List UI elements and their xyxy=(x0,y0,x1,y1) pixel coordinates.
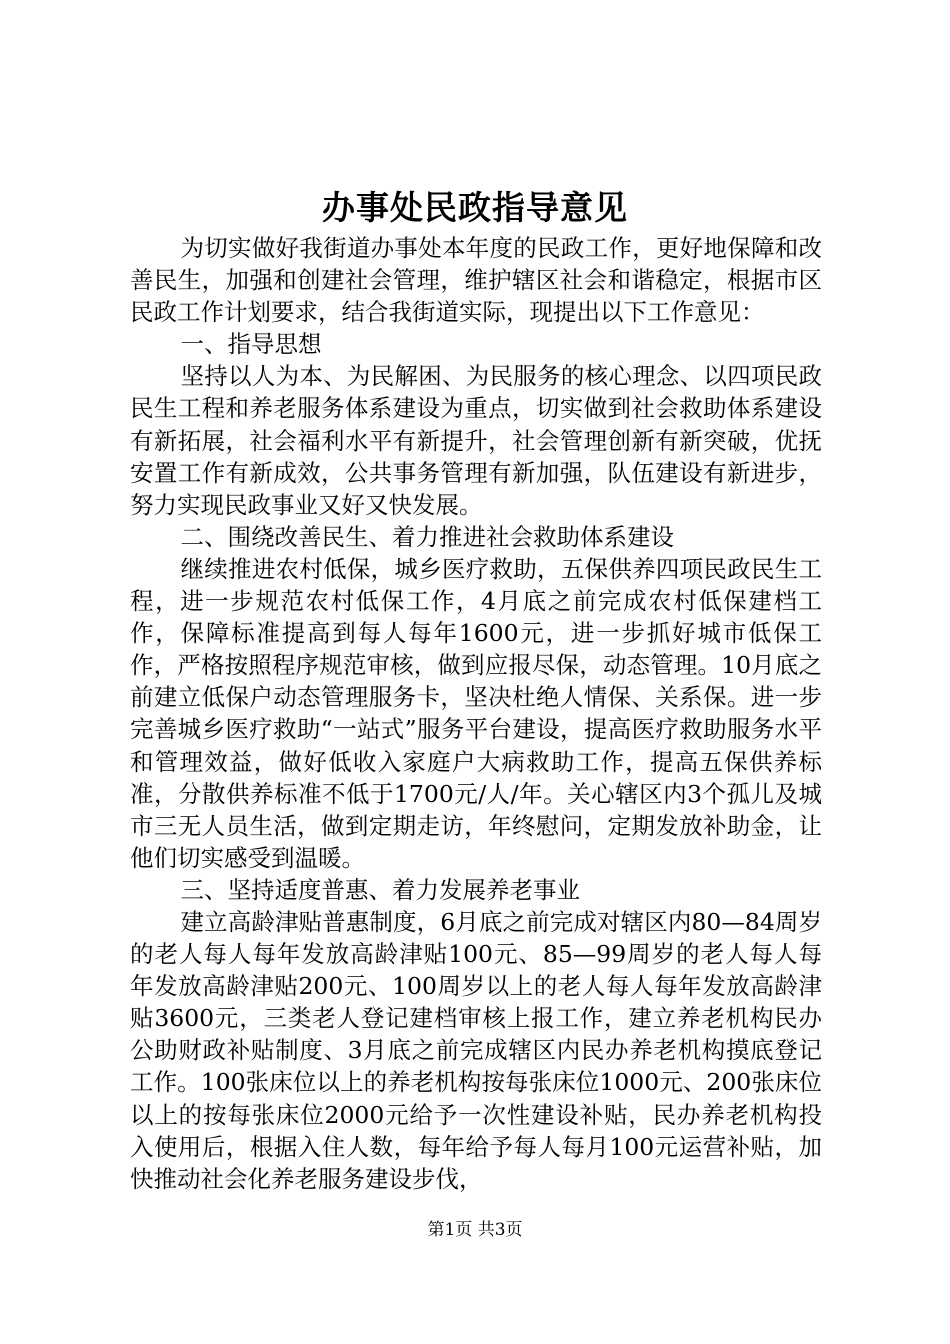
section-heading-elderly-care: 三、坚持适度普惠、着力发展养老事业 xyxy=(180,875,581,904)
guiding-thought-paragraph: 坚持以人为本、为民解困、为民服务的核心理念、以四项民政民生工程和养老服务体系建设为重点，切实做到社会救助体系建设有新拓展，社会福利水平有新提升，社会管理创新有新突破，优抚安置工作有新成效，公共事务管理有新加强，队伍建设有新进步，努力实现民政事业又好又快发展。 xyxy=(130,362,822,519)
elderly-care-paragraph: 建立高龄津贴普惠制度，6月底之前完成对辖区内80—84周岁的老人每人每年发放高龄津贴100元、85—99周岁的老人每人每年发放高龄津贴200元、100周岁以上的老人每人每年发放高龄津贴3600元，三类老人登记建档审核上报工作，建立养老机构民办公助财政补贴制度、3月底之前完成辖区内民办养老机构摸底登记工作。100张床位以上的养老机构按每张床位1000元、200张床位以上的按每张床位2000元给予一次性建设补贴，民办养老机构投入使用后，根据入住人数，每年给予每人每月100元运营补贴，加快推动社会化养老服务建设步伐， xyxy=(130,907,822,1193)
document-body xyxy=(130,232,822,1195)
page-footer: 第1页 共3页 xyxy=(427,1220,523,1240)
document-title: 办事处民政指导意见 xyxy=(322,188,628,227)
intro-paragraph: 为切实做好我街道办事处本年度的民政工作，更好地保障和改善民生，加强和创建社会管理，维护辖区社会和谐稳定，根据市区民政工作计划要求，结合我街道实际，现提出以下工作意见： xyxy=(130,234,822,327)
section-heading-guiding-thought: 一、指导思想 xyxy=(180,330,322,359)
social-assistance-paragraph: 继续推进农村低保，城乡医疗救助，五保供养四项民政民生工程，进一步规范农村低保工作，4月底之前完成农村低保建档工作，保障标准提高到每人每年1600元，进一步抓好城市低保工作，严格按照程序规范审核，做到应报尽保，动态管理。10月底之前建立低保户动态管理服务卡，坚决杜绝人情保、关系保。进一步完善城乡医疗救助“一站式”服务平台建设，提高医疗救助服务水平和管理效益，做好低收入家庭户大病救助工作，提高五保供养标准，分散供养标准不低于1700元/人/年。关心辖区内3个孤儿及城市三无人员生活，做到定期走访，年终慰问，定期发放补助金，让他们切实感受到温暖。 xyxy=(130,554,822,872)
section-heading-social-assistance: 二、围绕改善民生、着力推进社会救助体系建设 xyxy=(180,522,675,551)
